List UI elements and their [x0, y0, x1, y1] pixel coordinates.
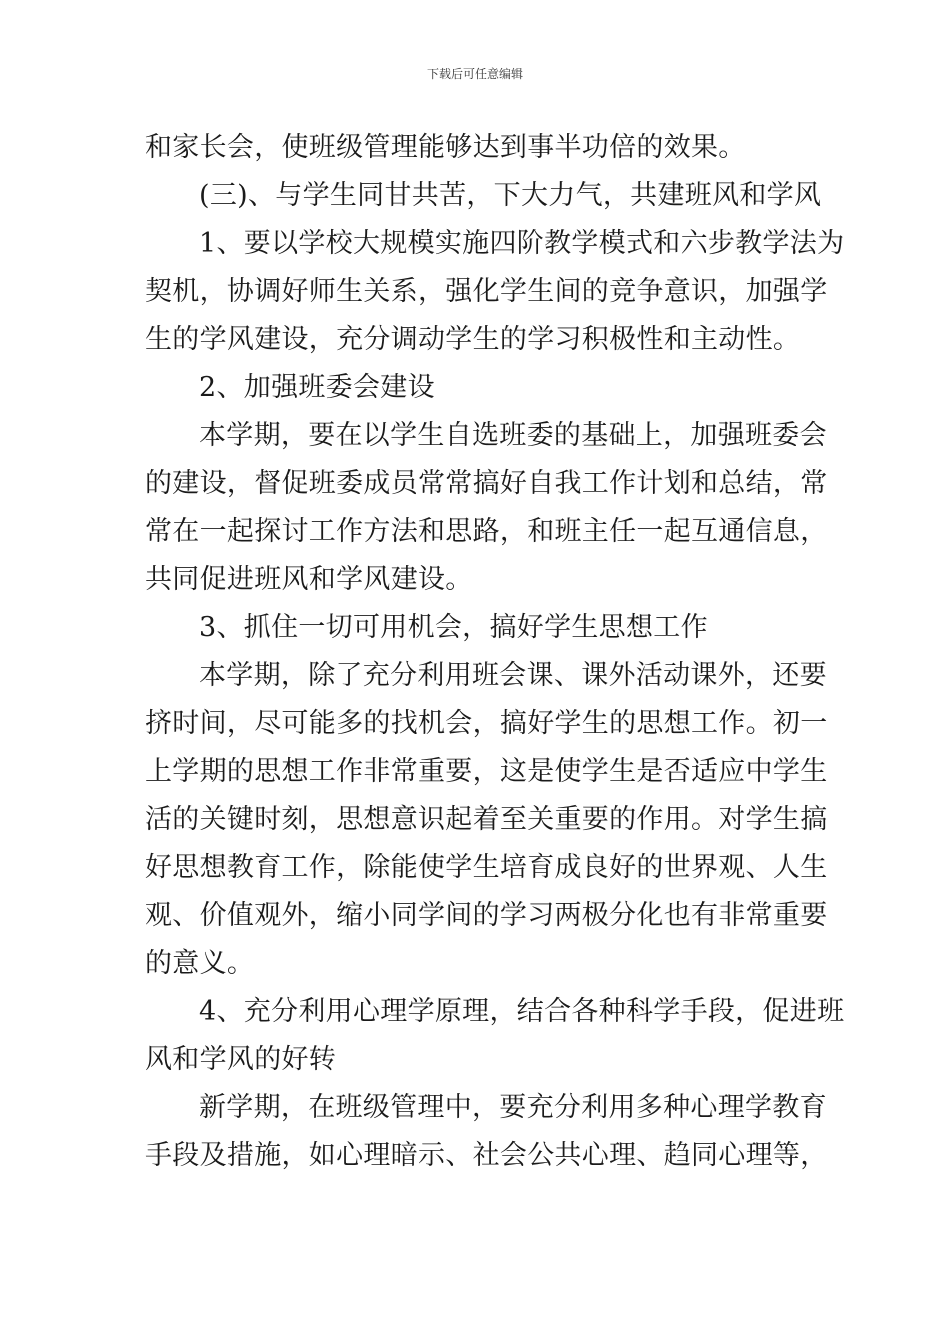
text-line: 常在一起探讨工作方法和思路，和班主任一起互通信息， — [145, 516, 828, 547]
text-line: 观、价值观外，缩小同学间的学习两极分化也有非常重要 — [145, 900, 828, 931]
text-line: 契机，协调好师生关系，强化学生间的竞争意识，加强学 — [145, 276, 828, 307]
subsection-heading: 4、充分利用心理学原理，结合各种科学手段，促进班 — [199, 996, 845, 1027]
text-line: 上学期的思想工作非常重要，这是使学生是否适应中学生 — [145, 756, 828, 787]
text-line: 新学期，在班级管理中，要充分利用多种心理学教育 — [199, 1092, 827, 1123]
document-body — [145, 124, 845, 1180]
subsection-heading: 3、抓住一切可用机会，搞好学生思想工作 — [199, 612, 708, 643]
text-line: 挤时间，尽可能多的找机会，搞好学生的思想工作。初一 — [145, 708, 828, 739]
text-line: 共同促进班风和学风建设。 — [145, 564, 473, 595]
text-line: 的意义。 — [145, 948, 255, 979]
text-line: 本学期，除了充分利用班会课、课外活动课外，还要 — [199, 660, 827, 691]
section-heading: (三)、与学生同甘共苦，下大力气，共建班风和学风 — [199, 180, 822, 211]
text-line: 的建设，督促班委成员常常搞好自我工作计划和总结，常 — [145, 468, 828, 499]
text-line: 生的学风建设，充分调动学生的学习积极性和主动性。 — [145, 324, 801, 355]
page-header: 下载后可任意编辑 — [426, 67, 523, 81]
text-line: 好思想教育工作，除能使学生培育成良好的世界观、人生 — [145, 852, 828, 883]
subsection-heading: 2、加强班委会建设 — [199, 372, 435, 403]
text-line: 风和学风的好转 — [145, 1044, 337, 1075]
text-line: 和家长会，使班级管理能够达到事半功倍的效果。 — [145, 132, 746, 163]
text-line: 手段及措施，如心理暗示、社会公共心理、趋同心理等， — [145, 1140, 828, 1171]
text-line: 1、要以学校大规模实施四阶教学模式和六步教学法为 — [199, 228, 845, 259]
text-line: 活的关键时刻，思想意识起着至关重要的作用。对学生搞 — [145, 804, 828, 835]
text-line: 本学期，要在以学生自选班委的基础上，加强班委会 — [199, 420, 827, 451]
